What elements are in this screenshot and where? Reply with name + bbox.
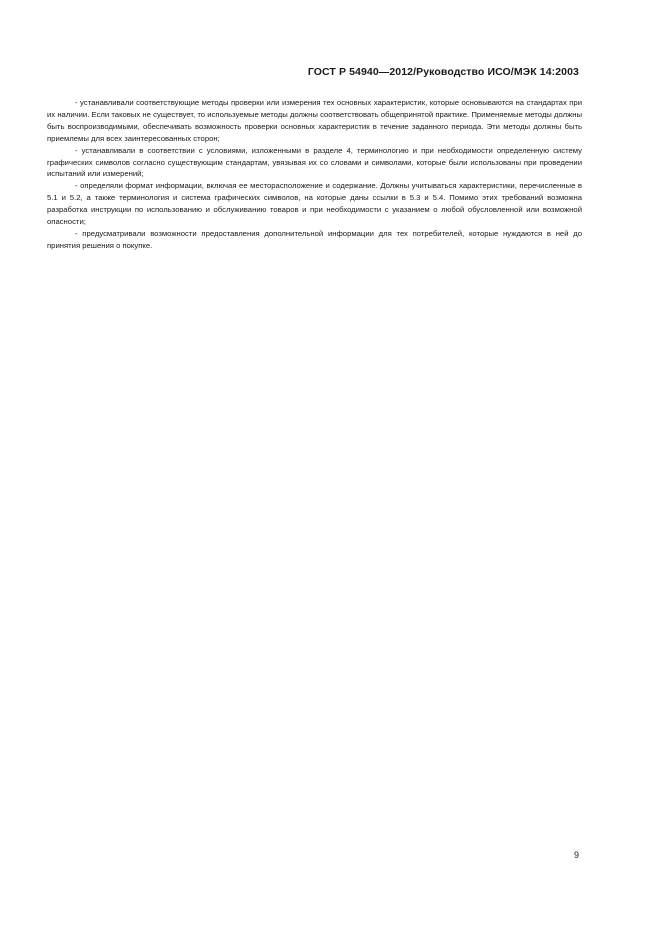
document-body xyxy=(47,97,582,252)
paragraph-additional-info: - предусматривали возможности предоставления дополнительной информации для тех потребителей, которые нуждаются в ней до принятия решения о покупке. xyxy=(47,228,582,250)
page-number: 9 xyxy=(573,850,579,860)
document-header: ГОСТ Р 54940—2012/Руководство ИСО/МЭК 14:2003 xyxy=(307,66,579,78)
paragraph-methods: - устанавливали соответствующие методы проверки или измерения тех основных характеристик, которые основываются на стандартах при их наличии. Если таковых не существует, то используемые методы должны соответствовать общепринятой практике. Применяемые методы должны быть воспроизводимыми, обеспечивать возможность проверки основных характеристик в течение заданного периода. Эти методы должны быть приемлемы для всех заинтересованных сторон; xyxy=(47,98,582,143)
paragraph-format: - определяли формат информации, включая ее месторасположение и содержание. Должны учитываться характеристики, перечисленные в 5.1 и 5.2, а также терминология и система графических символов, на которые даны ссылки в 5.3 и 5.4. Помимо этих требований возможна разработка инструкции по использованию и обслуживанию товаров и при необходимости с указанием о любой обусловленной или возможной опасности; xyxy=(47,181,582,227)
paragraph-terminology: - устанавливали в соответствии с условиями, изложенными в разделе 4, терминологию и при необходимости определенную систему графических символов согласно существующим стандартам, увязывая их со словами и символами, которые были использованы при проведении испытаний или измерений; xyxy=(47,145,582,179)
